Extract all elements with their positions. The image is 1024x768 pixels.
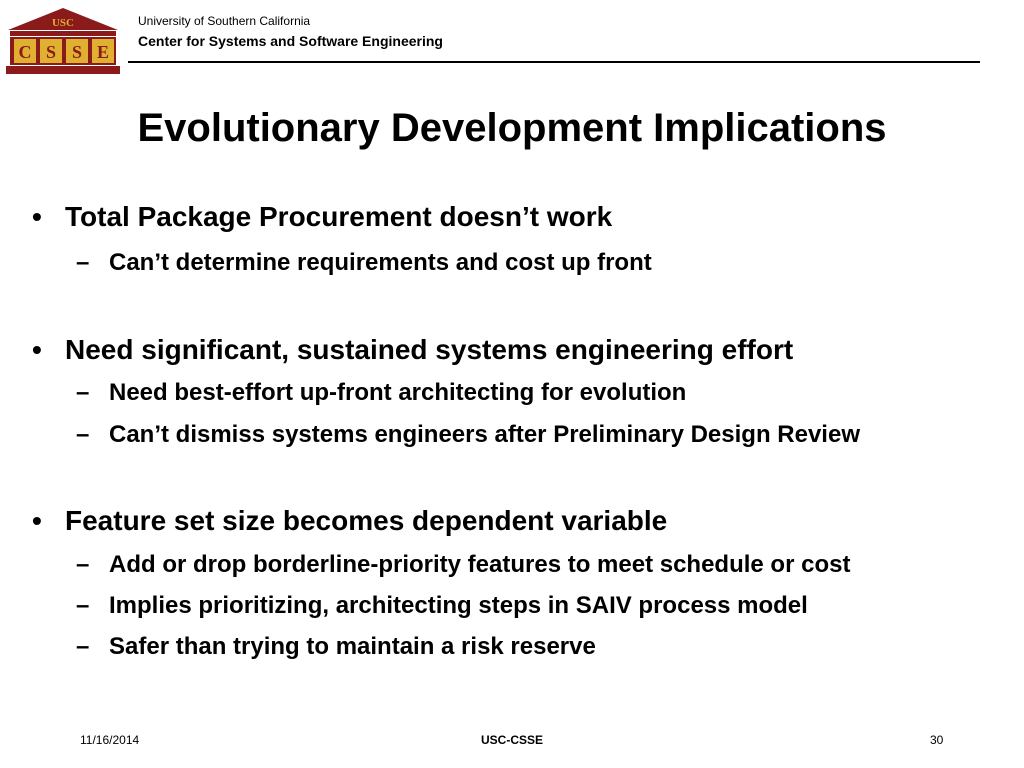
header-divider (128, 61, 980, 63)
footer-date: 11/16/2014 (80, 733, 140, 747)
sub-bullet-mark: – (76, 633, 90, 660)
center-name: Center for Systems and Software Engineering (138, 33, 443, 49)
sub-bullet-mark: – (76, 379, 90, 406)
sub-bullet-mark: – (76, 249, 90, 276)
sub-bullet-text: Implies prioritizing, architecting steps in SAIV process model (109, 592, 808, 619)
sub-bullet-mark: – (76, 551, 90, 578)
bullet-text: Total Package Procurement doesn’t work (65, 201, 613, 232)
bullet-mark: • (32, 334, 42, 365)
usc-csse-logo (6, 6, 120, 74)
sub-bullet-text: Add or drop borderline-priority features to meet schedule or cost (109, 551, 851, 578)
bullet-mark: • (32, 505, 42, 536)
logo-letter-s1: S (45, 42, 57, 62)
bullet-text: Feature set size becomes dependent variable (65, 505, 668, 536)
org-name: University of Southern California (138, 14, 311, 28)
bullet-text: Need significant, sustained systems engineering effort (65, 334, 794, 365)
sub-bullet-text: Safer than trying to maintain a risk reserve (109, 633, 596, 660)
logo-usc-text: USC (51, 17, 75, 29)
footer-center: USC-CSSE (480, 733, 543, 747)
slide-title: Evolutionary Development Implications (137, 106, 887, 150)
sub-bullet-mark: – (76, 592, 90, 619)
logo-letter-s2: S (71, 42, 83, 62)
bullet-mark: • (32, 201, 42, 232)
header-text (138, 14, 443, 51)
logo-letter-e: E (96, 42, 110, 62)
sub-bullet-text: Can’t dismiss systems engineers after Preliminary Design Review (109, 421, 860, 448)
sub-bullet-mark: – (76, 421, 90, 448)
logo-letter-c: C (18, 42, 32, 62)
sub-bullet-text: Need best-effort up-front architecting for evolution (109, 379, 687, 406)
sub-bullet-text: Can’t determine requirements and cost up front (109, 249, 652, 276)
footer-page-number: 30 (930, 733, 944, 747)
